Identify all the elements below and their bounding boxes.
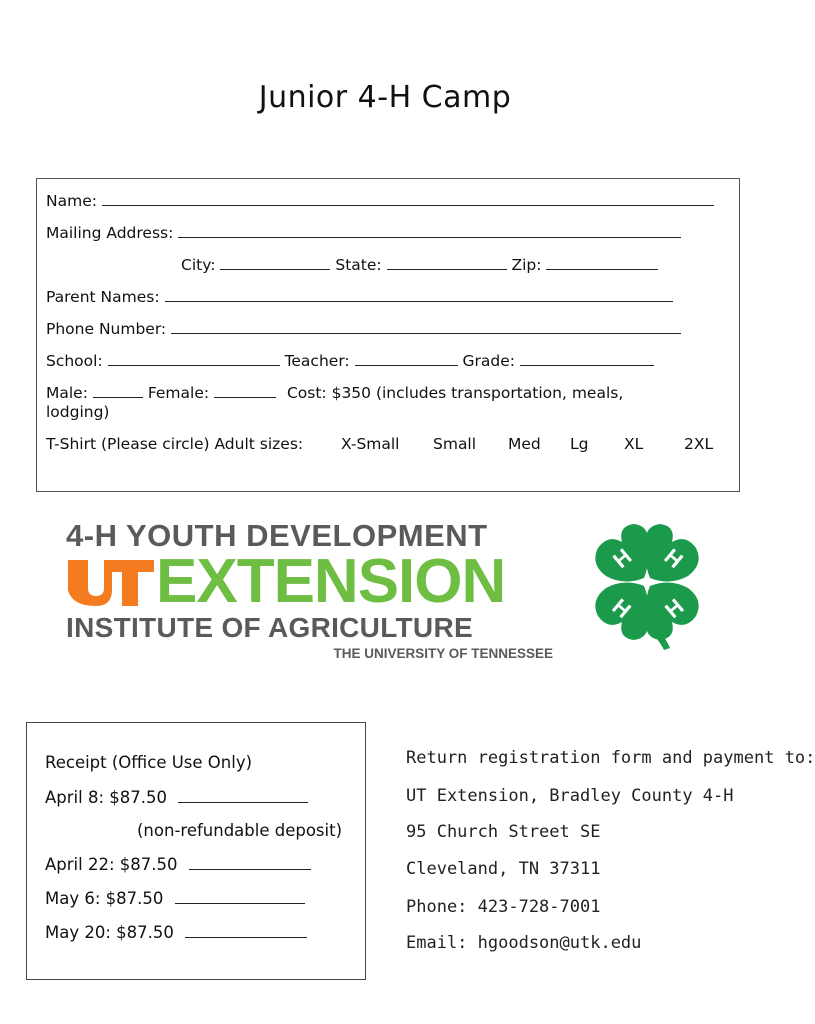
state-field[interactable] (387, 254, 507, 270)
phone-label: Phone Number: (46, 320, 167, 338)
parent-row (46, 286, 673, 306)
city-field[interactable] (220, 254, 330, 270)
cost-text-continued: lodging) (46, 403, 110, 421)
city-label: City: (181, 256, 216, 274)
logo-institute-text: INSTITUTE OF AGRICULTURE (66, 612, 473, 643)
male-label: Male: (46, 384, 88, 402)
teacher-label: Teacher: (284, 352, 350, 370)
mailing-address-field[interactable] (178, 222, 681, 238)
size-xsmall[interactable]: X-Small (341, 435, 400, 453)
receipt-title: Receipt (Office Use Only) (45, 753, 253, 772)
logo-extension-text: EXTENSION (156, 547, 506, 616)
receipt-deposit-note: (non-refundable deposit) (137, 821, 343, 840)
size-med[interactable]: Med (508, 435, 541, 453)
mailing-row (46, 222, 681, 242)
tshirt-label: T-Shirt (Please circle) Adult sizes: (46, 435, 304, 453)
parent-names-field[interactable] (165, 286, 673, 302)
return-email[interactable]: Email: hgoodson@utk.edu (406, 933, 642, 953)
registration-form (36, 178, 740, 492)
receipt-row (45, 922, 307, 942)
male-field[interactable] (93, 382, 143, 398)
receipt-box (26, 722, 366, 980)
receipt-row (45, 854, 311, 874)
size-lg[interactable]: Lg (570, 435, 589, 453)
receipt-may20: May 20: $87.50 (45, 923, 174, 942)
zip-label: Zip: (511, 256, 542, 274)
return-heading: Return registration form and payment to: (406, 748, 815, 768)
state-label: State: (335, 256, 382, 274)
return-street: 95 Church Street SE (406, 822, 601, 842)
receipt-row (45, 888, 305, 908)
receipt-row (45, 787, 308, 807)
ut-mark-graphic (66, 556, 156, 608)
grade-label: Grade: (462, 352, 515, 370)
receipt-april8: April 8: $87.50 (45, 788, 167, 807)
zip-field[interactable] (546, 254, 658, 270)
cost-text: Cost: $350 (includes transportation, meals, (286, 384, 624, 402)
receipt-may6-field[interactable] (175, 888, 305, 904)
name-row (46, 190, 714, 210)
school-field[interactable] (108, 350, 280, 366)
school-label: School: (46, 352, 103, 370)
female-field[interactable] (214, 382, 276, 398)
clover-letter-4: H (660, 593, 689, 624)
clover-letter-2: H (659, 543, 688, 574)
four-h-clover-icon (584, 520, 714, 650)
receipt-april22-field[interactable] (189, 854, 311, 870)
female-label: Female: (147, 384, 210, 402)
mailing-label: Mailing Address: (46, 224, 174, 242)
return-city: Cleveland, TN 37311 (406, 859, 601, 879)
clover-letter-1: H (608, 543, 637, 574)
ut-extension-logo (66, 518, 561, 661)
logo-university-text: THE UNIVERSITY OF TENNESSEE (333, 646, 553, 661)
school-row (46, 350, 654, 370)
receipt-april8-field[interactable] (178, 787, 308, 803)
return-phone: Phone: 423-728-7001 (406, 897, 601, 917)
clover-letter-3: H (607, 593, 636, 624)
clover-legal-text: 18 U.S.C. 707 (685, 610, 712, 638)
ut-mark-icon (66, 556, 156, 608)
name-field[interactable] (102, 190, 714, 206)
size-2xl[interactable]: 2XL (684, 435, 714, 453)
city-state-zip-row (181, 254, 658, 274)
phone-field[interactable] (171, 318, 681, 334)
teacher-field[interactable] (355, 350, 458, 366)
grade-field[interactable] (520, 350, 654, 366)
logo-line-youth-development: 4-H YOUTH DEVELOPMENT (66, 518, 488, 553)
parent-label: Parent Names: (46, 288, 160, 306)
phone-row (46, 318, 681, 338)
logo-extension-row (66, 547, 561, 616)
size-xl[interactable]: XL (624, 435, 644, 453)
name-label: Name: (46, 192, 97, 210)
receipt-april22: April 22: $87.50 (45, 855, 178, 874)
tshirt-row (46, 435, 303, 453)
receipt-may20-field[interactable] (185, 922, 307, 938)
page-title: Junior 4-H Camp (258, 80, 512, 115)
receipt-may6: May 6: $87.50 (45, 889, 164, 908)
gender-cost-row (46, 382, 623, 402)
size-small[interactable]: Small (433, 435, 477, 453)
return-organization: UT Extension, Bradley County 4-H (406, 786, 734, 806)
